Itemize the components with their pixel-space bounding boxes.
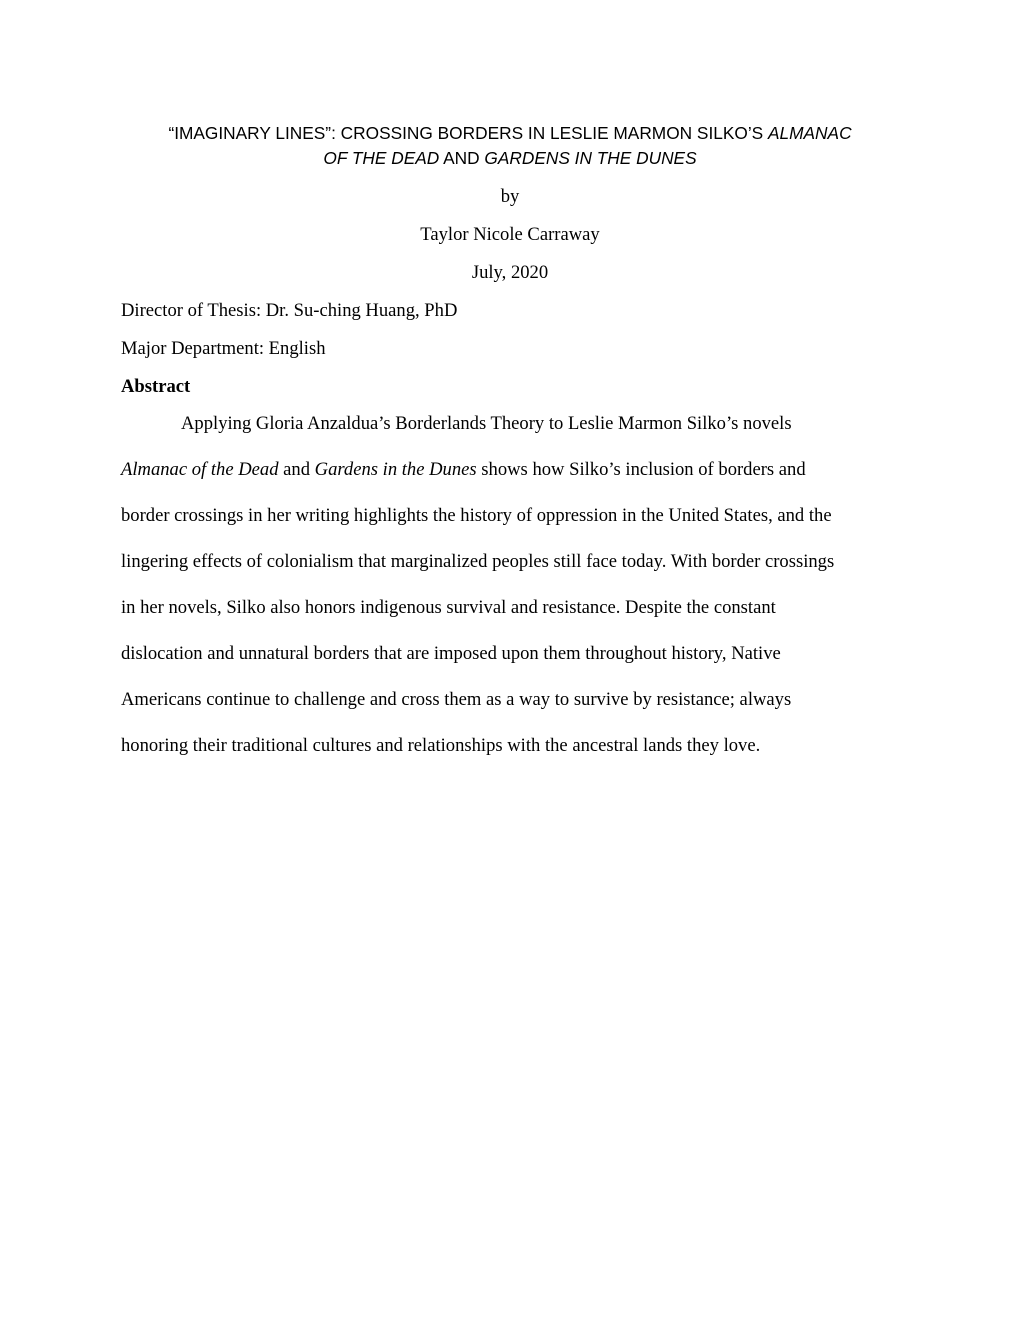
- author-name: Taylor Nicole Carraway: [420, 224, 600, 245]
- abstract-line: border crossings in her writing highlights the history of oppression in the United States, and the: [121, 505, 832, 526]
- title-italic-almanac: ALMANAC: [768, 123, 852, 143]
- book-title-gardens: Gardens in the Dunes: [314, 459, 477, 480]
- abstract-text: and: [278, 459, 315, 480]
- by-line: by: [500, 186, 520, 207]
- book-title-almanac: Almanac of the Dead: [121, 459, 279, 480]
- title-line-1: [118, 121, 902, 146]
- abstract-text: shows how Silko’s inclusion of borders and: [476, 459, 806, 480]
- abstract-heading: Abstract: [121, 376, 191, 397]
- title-line-2: [118, 146, 902, 171]
- major-department: Major Department: English: [121, 338, 326, 359]
- thesis-director: Director of Thesis: Dr. Su-ching Huang, PhD: [121, 300, 458, 321]
- abstract-line: lingering effects of colonialism that marginalized peoples still face today. With border crossings: [121, 551, 835, 572]
- abstract-line: dislocation and unnatural borders that are imposed upon them throughout history, Native: [121, 643, 781, 664]
- abstract-line: honoring their traditional cultures and relationships with the ancestral lands they love.: [121, 735, 761, 756]
- title-italic-gardens: GARDENS IN THE DUNES: [484, 148, 697, 168]
- abstract-line: in her novels, Silko also honors indigenous survival and resistance. Despite the constant: [121, 597, 776, 618]
- title-italic-of-the-dead: OF THE DEAD: [323, 148, 440, 168]
- thesis-title: [118, 121, 902, 171]
- abstract-line: Applying Gloria Anzaldua’s Borderlands Theory to Leslie Marmon Silko’s novels: [181, 413, 792, 434]
- thesis-date: July, 2020: [471, 262, 549, 283]
- title-text-part1: “IMAGINARY LINES”: CROSSING BORDERS IN LESLIE MARMON SILKO’S: [168, 123, 768, 143]
- title-text-and: AND: [439, 148, 485, 168]
- abstract-line: [121, 458, 806, 482]
- abstract-line: Americans continue to challenge and cross them as a way to survive by resistance; always: [121, 689, 792, 710]
